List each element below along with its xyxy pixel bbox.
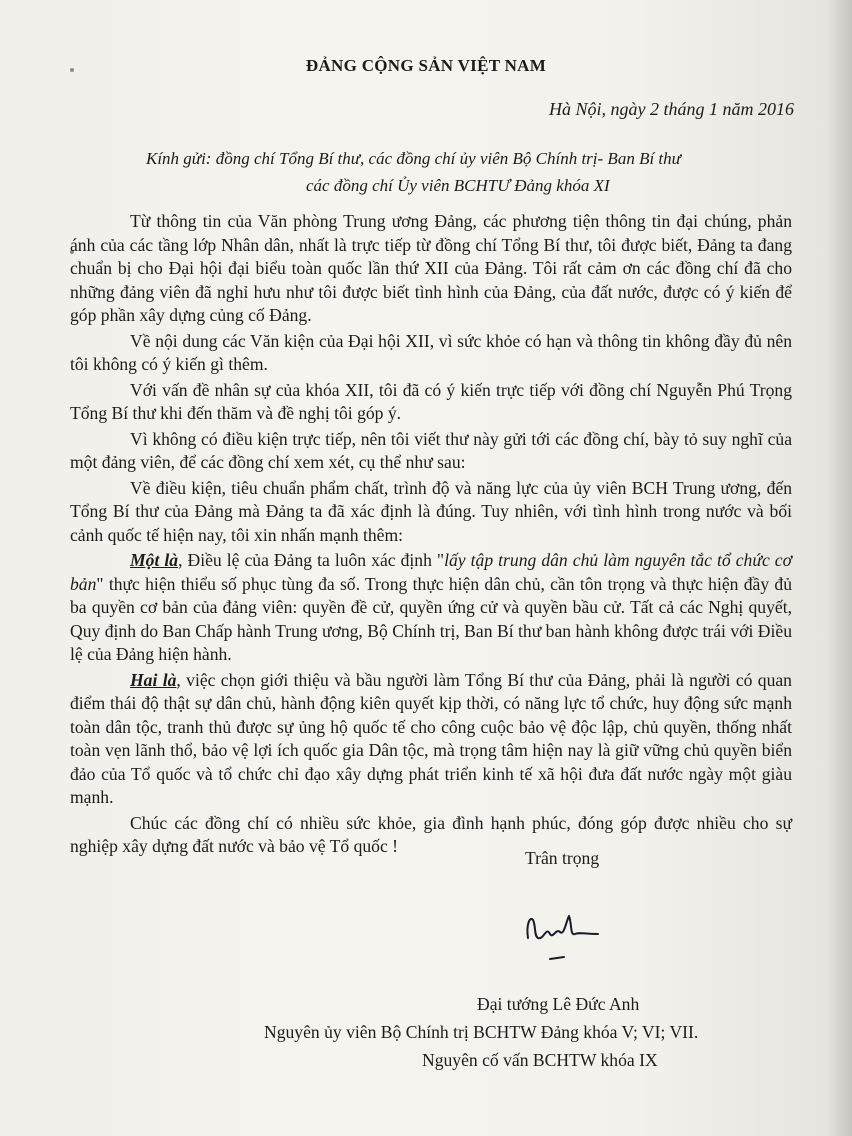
paragraph-5: Về điều kiện, tiêu chuẩn phẩm chất, trình độ và năng lực của ủy viên BCH Trung ương, đến Tổng Bí thư của Đảng mà Đảng ta đã xác định là đúng. Tuy nhiên, với tình hình trong nước và bối cảnh quốc tế hiện nay, tôi xin nhấn mạnh thêm: — [70, 477, 792, 545]
paragraph-6-quote: lấy tập trung dân chủ làm nguyên tắc tổ chức cơ bản — [70, 550, 792, 594]
salutation-line-1: Kính gửi: đồng chí Tổng Bí thư, các đồng chí ủy viên Bộ Chính trị- Ban Bí thư — [146, 149, 681, 168]
closing-thanks: Trân trọng — [525, 848, 600, 868]
signer-title-1: Nguyên ủy viên Bộ Chính trị BCHTW Đảng khóa V; VI; VII. — [264, 1022, 699, 1042]
page-shadow — [826, 0, 852, 1136]
signer-name: Đại tướng Lê Đức Anh — [477, 994, 640, 1014]
salutation-line-2: các đồng chí Ủy viên BCHTƯ Đảng khóa XI — [306, 176, 610, 195]
signer-title-2: Nguyên cố vấn BCHTW khóa IX — [422, 1050, 658, 1070]
paragraph-7 — [70, 669, 792, 810]
paragraph-2: Về nội dung các Văn kiện của Đại hội XII, vì sức khỏe có hạn và thông tin không đầy đủ nên tôi không có ý kiến gì thêm. — [70, 330, 792, 374]
paragraph-6-text-a: , Điều lệ của Đảng ta luôn xác định " — [178, 550, 445, 570]
handwritten-signature — [520, 904, 610, 964]
letter-heading: ĐẢNG CỘNG SẢN VIỆT NAM — [305, 56, 547, 75]
point-two-lead: Hai là — [130, 669, 177, 690]
paragraph-1: Từ thông tin của Văn phòng Trung ương Đảng, các phương tiện thông tin đại chúng, phản ánh của các tầng lớp Nhân dân, nhất là trực tiếp từ đồng chí Tổng Bí thư, tôi được biết, Đảng ta đang chuẩn bị cho Đại hội đại biểu toàn quốc lần thứ XII của Đảng. Tôi rất cảm ơn các đồng chí đã cho những đảng viên đã nghỉ hưu như tôi được biết tình hình của Đảng, của đất nước, được có ý kiến để góp phần xây dựng củng cố Đảng. — [70, 211, 792, 325]
signer-block — [0, 990, 852, 1074]
salutation — [146, 145, 681, 199]
paragraph-8: Chúc các đồng chí có nhiều sức khỏe, gia đình hạnh phúc, đóng góp được nhiều cho sự nghiệp xây dựng đất nước và bảo vệ Tổ quốc ! — [70, 812, 792, 856]
paragraph-7-text: , việc chọn giới thiệu và bầu người làm Tổng Bí thư của Đảng, phải là người có quan điểm thái độ thật sự dân chủ, hành động kiên quyết kịp thời, có năng lực tổ chức, huy động sức mạnh toàn dân tộc, tranh thủ được sự ủng hộ quốc tế cho công cuộc bảo vệ độc lập, chủ quyền, thống nhất toàn vẹn lãnh thổ, bảo vệ lợi ích quốc gia Dân tộc, mà trọng tâm hiện nay là giữ vững chủ quyền biển đảo của Tổ quốc và tổ chức chỉ đạo xây dựng phát triển kinh tế xã hội đưa đất nước ngày một giàu mạnh. — [70, 669, 792, 807]
paragraph-3: Với vấn đề nhân sự của khóa XII, tôi đã có ý kiến trực tiếp với đồng chí Nguyễn Phú Trọng Tổng Bí thư khi đến thăm và đề nghị tôi góp ý. — [70, 379, 792, 423]
paragraph-4: Vì không có điều kiện trực tiếp, nên tôi viết thư này gửi tới các đồng chí, bày tỏ suy nghĩ của một đảng viên, để các đồng chí xem xét, cụ thể như sau: — [70, 428, 792, 472]
letter-body — [70, 210, 792, 859]
point-one-lead: Một là — [130, 550, 179, 570]
paragraph-6-text-b: " thực hiện thiểu số phục tùng đa số. Trong thực hiện dân chủ, cần tôn trọng và thực hiện đầy đủ ba quyền cơ bản của đảng viên: quyền đề cử, quyền ứng cử và quyền bầu cử. Tất cả các Nghị quyết, Quy định do Ban Chấp hành Trung ương, Bộ Chính trị, Ban Bí thư ban hành không được trái với Điều lệ của Đảng hiện hành. — [70, 573, 792, 664]
dateline: Hà Nội, ngày 2 tháng 1 năm 2016 — [549, 99, 794, 119]
paragraph-6 — [70, 549, 792, 667]
